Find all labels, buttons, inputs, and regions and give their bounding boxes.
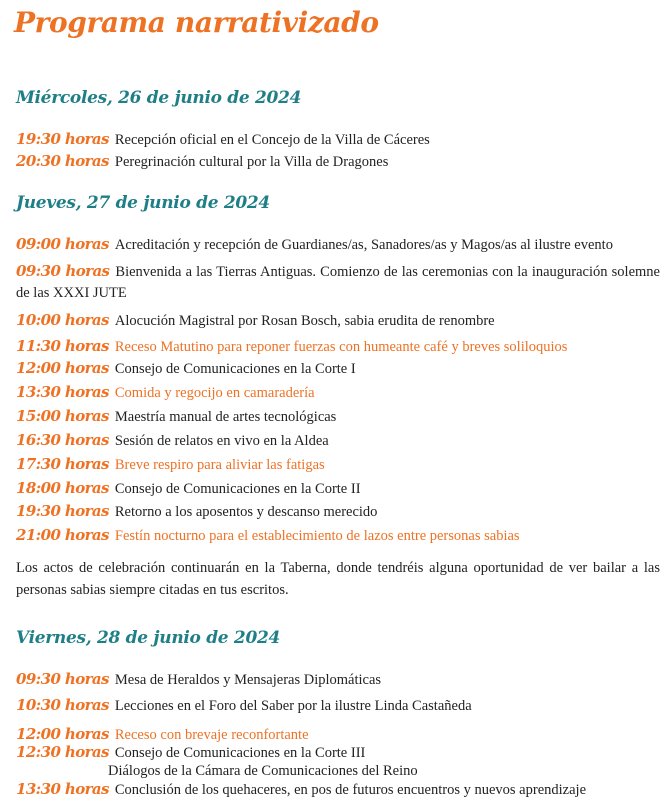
- item-time: 11:30 horas: [16, 337, 109, 355]
- celebration-note: Los actos de celebración continuarán en la Taberna, donde tendréis alguna oportunidad de ver bailar a las personas sabias siempre citadas en tus escritos.: [16, 560, 660, 598]
- schedule-item: [16, 405, 660, 428]
- item-time: 13:30 horas: [16, 383, 109, 401]
- item-description: Receso Matutino para reponer fuerzas con humeante café y breves soliloquios: [114, 339, 568, 355]
- item-description: Sesión de relatos en vivo en la Aldea: [114, 433, 329, 449]
- schedule-item: [16, 668, 660, 691]
- item-description: Consejo de Comunicaciones en la Corte I: [114, 361, 356, 377]
- item-time: 15:00 horas: [16, 407, 109, 425]
- item-time: 12:00 horas: [16, 359, 109, 377]
- schedule-item: [16, 357, 660, 380]
- item-description: Breve respiro para aliviar las fatigas: [114, 457, 325, 473]
- item-time: 19:30 horas: [16, 130, 109, 148]
- item-time: 18:00 horas: [16, 479, 109, 497]
- page-title: Programa narrativizado: [14, 6, 379, 39]
- item-time: 12:00 horas: [16, 725, 109, 743]
- schedule-item: [16, 453, 660, 476]
- item-description-secondary: Diálogos de la Cámara de Comunicaciones del Reino: [108, 763, 418, 779]
- schedule-item: [16, 309, 660, 332]
- day-heading-friday: Viernes, 28 de junio de 2024: [16, 628, 281, 648]
- item-description: Consejo de Comunicaciones en la Corte II: [114, 481, 361, 497]
- day-heading-wednesday: Miércoles, 26 de junio de 2024: [16, 88, 302, 108]
- item-description: Mesa de Heraldos y Mensajeras Diplomáticas: [114, 672, 382, 688]
- schedule-item: [16, 261, 660, 304]
- item-time: 12:30 horas: [16, 743, 109, 761]
- item-description: Recepción oficial en el Concejo de la Villa de Cáceres: [114, 132, 430, 148]
- item-description: Bienvenida a las Tierras Antiguas. Comienzo de las ceremonias con la inauguración solemne de las XXXI JUTE: [16, 264, 660, 301]
- item-description: Festín nocturno para el establecimiento de lazos entre personas sabias: [114, 528, 520, 544]
- schedule-item: [16, 477, 660, 500]
- item-description: Alocución Magistral por Rosan Bosch, sabia erudita de renombre: [114, 313, 495, 329]
- schedule-item: [16, 524, 660, 547]
- item-description: Comida y regocijo en camaradería: [114, 385, 315, 401]
- item-description: Acreditación y recepción de Guardianes/as, Sanadores/as y Magos/as al ilustre evento: [114, 237, 613, 253]
- item-time: 09:00 horas: [16, 235, 109, 253]
- day-heading-thursday: Jueves, 27 de junio de 2024: [16, 193, 270, 213]
- schedule-item: [16, 233, 660, 256]
- schedule-item: [16, 150, 660, 173]
- schedule-item: [16, 381, 660, 404]
- item-description: Peregrinación cultural por la Villa de Dragones: [114, 154, 389, 170]
- item-description: Retorno a los aposentos y descanso merecido: [114, 504, 378, 520]
- item-time: 10:00 horas: [16, 311, 109, 329]
- item-description: Consejo de Comunicaciones en la Corte III: [114, 745, 366, 761]
- item-description: Conclusión de los quehaceres, en pos de futuros encuentros y nuevos aprendizaje: [114, 782, 586, 798]
- schedule-item: [16, 335, 660, 358]
- item-time: 17:30 horas: [16, 455, 109, 473]
- item-time: 10:30 horas: [16, 696, 109, 714]
- item-time: 20:30 horas: [16, 152, 109, 170]
- item-description: Maestría manual de artes tecnológicas: [114, 409, 337, 425]
- schedule-item: [16, 694, 660, 717]
- item-time: 13:30 horas: [16, 780, 109, 798]
- item-time: 16:30 horas: [16, 431, 109, 449]
- schedule-item: [16, 128, 660, 151]
- item-description: Lecciones en el Foro del Saber por la ilustre Linda Castañeda: [114, 698, 472, 714]
- item-time: 19:30 horas: [16, 502, 109, 520]
- item-description: Receso con brevaje reconfortante: [114, 727, 309, 743]
- schedule-item: [16, 500, 660, 523]
- item-time: 09:30 horas: [16, 262, 110, 280]
- schedule-item: [16, 778, 660, 801]
- item-time: 09:30 horas: [16, 670, 109, 688]
- schedule-item: [16, 429, 660, 452]
- item-time: 21:00 horas: [16, 526, 109, 544]
